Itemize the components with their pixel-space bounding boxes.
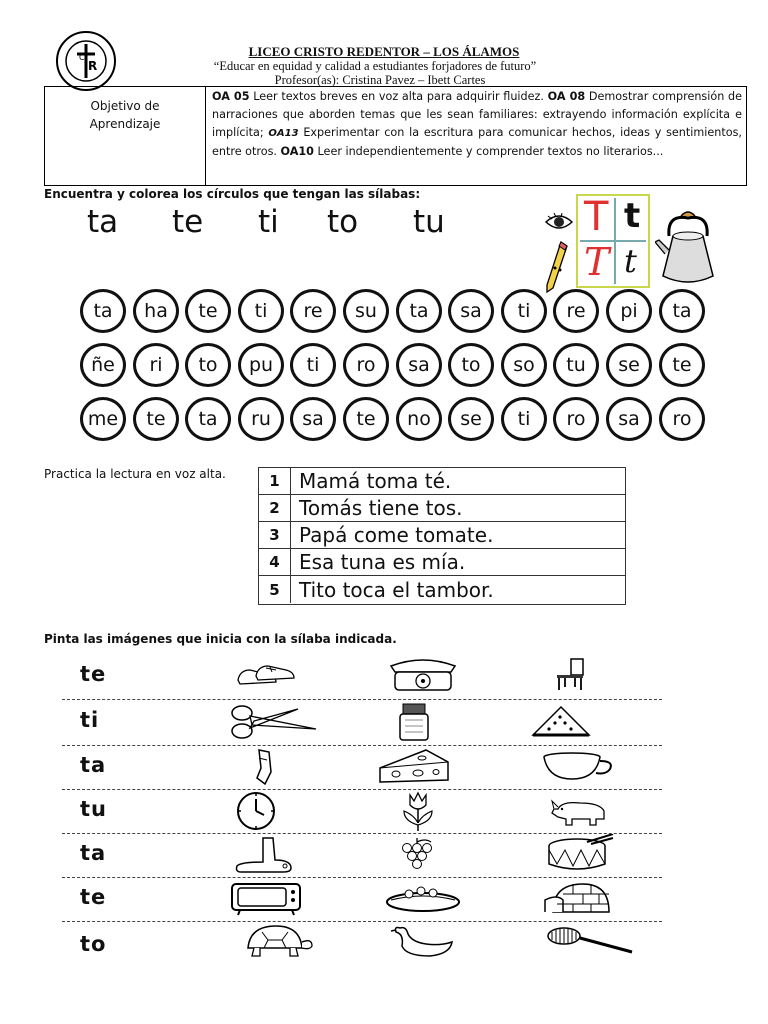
shoes-icon bbox=[236, 662, 296, 688]
reading-sentence: Esa tuna es mía. bbox=[299, 550, 466, 574]
target-syllable-ta: ta bbox=[87, 204, 119, 240]
syllable-circle[interactable]: se bbox=[448, 397, 494, 441]
card-upper-t: T bbox=[584, 194, 609, 240]
syllable-circle[interactable]: ta bbox=[396, 289, 442, 333]
syllable-circle[interactable]: sa bbox=[396, 343, 442, 387]
reading-row bbox=[259, 549, 625, 576]
card-lower-t: t bbox=[624, 196, 641, 236]
reading-sentence: Papá come tomate. bbox=[299, 523, 494, 547]
section1-instruction: Encuentra y colorea los círculos que tengan las sílabas: bbox=[44, 187, 421, 201]
row-syllable: te bbox=[80, 662, 107, 686]
syllable-circle[interactable]: su bbox=[343, 289, 389, 333]
objective-label bbox=[45, 97, 205, 133]
syllable-circle[interactable]: ru bbox=[238, 397, 284, 441]
reading-number: 1 bbox=[259, 468, 291, 494]
reading-number: 4 bbox=[259, 549, 291, 575]
clock-icon bbox=[236, 791, 276, 831]
teachers-line: Profesor(as): Cristina Pavez – Ibett Cartes bbox=[274, 73, 486, 87]
row-syllable: to bbox=[80, 932, 107, 956]
row-syllable: ta bbox=[80, 753, 107, 777]
syllable-circle[interactable]: to bbox=[185, 343, 231, 387]
syllable-circle[interactable]: ta bbox=[80, 289, 126, 333]
television-icon bbox=[230, 880, 302, 916]
syllable-circle[interactable]: ro bbox=[343, 343, 389, 387]
syllable-circle[interactable]: re bbox=[553, 289, 599, 333]
watermelon-icon bbox=[531, 705, 591, 737]
shoe-heel-icon bbox=[251, 748, 275, 786]
target-syllable-tu: tu bbox=[413, 204, 445, 240]
svg-text:C: C bbox=[79, 53, 85, 62]
igloo-icon bbox=[543, 880, 613, 914]
syllable-circle[interactable]: ti bbox=[501, 289, 547, 333]
brush-icon bbox=[546, 924, 634, 956]
salt-shaker-icon bbox=[397, 702, 431, 742]
syllable-circle[interactable]: ta bbox=[185, 397, 231, 441]
cup-icon bbox=[540, 751, 616, 783]
syllable-circle[interactable]: sa bbox=[606, 397, 652, 441]
row-separator bbox=[62, 921, 662, 922]
syllable-circle[interactable]: se bbox=[606, 343, 652, 387]
target-syllable-to: to bbox=[327, 204, 359, 240]
eye-icon bbox=[544, 210, 574, 234]
school-motto: “Educar en equidad y calidad a estudiantes forjadores de futuro” bbox=[213, 59, 537, 73]
kettle-icon bbox=[655, 206, 721, 288]
syllable-circle[interactable]: ri bbox=[133, 343, 179, 387]
row-separator bbox=[62, 699, 662, 700]
syllable-circle[interactable]: ro bbox=[659, 397, 705, 441]
objective-text bbox=[212, 88, 742, 161]
oa08-text: Demostrar comprensión de narraciones que aborden temas que les sean familiares: extrayendo información explícita e implícita; bbox=[212, 90, 742, 139]
foot-icon bbox=[233, 836, 293, 874]
syllable-circle[interactable]: sa bbox=[448, 289, 494, 333]
reading-sentence: Mamá toma té. bbox=[299, 469, 452, 493]
reading-table bbox=[258, 467, 626, 605]
syllable-circle[interactable]: tu bbox=[553, 343, 599, 387]
row-separator bbox=[62, 745, 662, 746]
telephone-icon bbox=[385, 656, 461, 692]
rhino-icon bbox=[550, 797, 610, 827]
oa13-text: Experimentar con la escritura para comunicar hechos, ideas y sentimientos, entre otros. bbox=[212, 126, 742, 158]
reading-row bbox=[259, 495, 625, 522]
card-cursive-lower-t: t bbox=[624, 242, 637, 280]
syllable-circle[interactable]: ti bbox=[290, 343, 336, 387]
reading-sentence: Tito toca el tambor. bbox=[299, 577, 494, 602]
row-syllable: ti bbox=[80, 708, 100, 732]
tulip-icon bbox=[400, 791, 436, 833]
row-syllable: te bbox=[80, 885, 107, 909]
syllable-circle[interactable]: te bbox=[185, 289, 231, 333]
pencil-icon bbox=[543, 240, 571, 296]
syllable-circle[interactable]: so bbox=[501, 343, 547, 387]
syllable-circle[interactable]: pi bbox=[606, 289, 652, 333]
section2-instruction: Practica la lectura en voz alta. bbox=[44, 467, 226, 481]
oa05-code: OA 05 bbox=[212, 90, 250, 103]
syllable-circle[interactable]: ta bbox=[659, 289, 705, 333]
syllable-circle[interactable]: ro bbox=[553, 397, 599, 441]
objective-label-line1: Objetivo de bbox=[90, 99, 160, 113]
swan-icon bbox=[390, 924, 456, 960]
syllable-circle[interactable]: me bbox=[80, 397, 126, 441]
card-cursive-upper-t: T bbox=[584, 240, 610, 284]
oa10-text: Leer independientemente y comprender textos no literarios... bbox=[313, 145, 664, 158]
row-separator bbox=[62, 877, 662, 878]
table-divider bbox=[205, 87, 206, 185]
objective-table bbox=[44, 86, 747, 186]
drum-icon bbox=[543, 834, 615, 874]
syllable-circle[interactable]: te bbox=[659, 343, 705, 387]
syllable-circle[interactable]: re bbox=[290, 289, 336, 333]
nest-icon bbox=[385, 882, 461, 912]
cheese-icon bbox=[378, 748, 450, 784]
reading-row bbox=[259, 576, 625, 603]
syllable-circle[interactable]: ha bbox=[133, 289, 179, 333]
reading-row bbox=[259, 522, 625, 549]
letter-card bbox=[576, 194, 650, 288]
syllable-circle[interactable]: te bbox=[343, 397, 389, 441]
oa08-code: OA 08 bbox=[547, 90, 586, 103]
turtle-icon bbox=[238, 924, 314, 958]
oa05-text: Leer textos breves en voz alta para adquirir fluidez. bbox=[249, 90, 548, 103]
scissors-icon bbox=[228, 703, 318, 741]
reading-sentence: Tomás tiene tos. bbox=[299, 496, 463, 520]
syllable-circle[interactable]: ti bbox=[501, 397, 547, 441]
reading-number: 2 bbox=[259, 495, 291, 521]
row-syllable: ta bbox=[80, 841, 107, 865]
reading-number: 3 bbox=[259, 522, 291, 548]
target-syllable-ti: ti bbox=[258, 204, 279, 240]
syllable-circle[interactable]: sa bbox=[290, 397, 336, 441]
row-separator bbox=[62, 789, 662, 790]
reading-number: 5 bbox=[259, 576, 291, 603]
oa10-code: OA10 bbox=[280, 145, 314, 158]
row-syllable: tu bbox=[80, 797, 107, 821]
section3-instruction: Pinta las imágenes que inicia con la sílaba indicada. bbox=[44, 632, 397, 646]
syllable-circle[interactable]: te bbox=[133, 397, 179, 441]
syllable-circle[interactable]: to bbox=[448, 343, 494, 387]
syllable-circle[interactable]: pu bbox=[238, 343, 284, 387]
syllable-circle[interactable]: ñe bbox=[80, 343, 126, 387]
syllable-circle[interactable]: no bbox=[396, 397, 442, 441]
grapes-icon bbox=[397, 836, 437, 872]
chair-icon bbox=[553, 657, 587, 691]
syllable-circle[interactable]: ti bbox=[238, 289, 284, 333]
school-name: LICEO CRISTO REDENTOR – LOS ÁLAMOS bbox=[248, 44, 520, 59]
oa13-code: OA13 bbox=[268, 128, 299, 139]
reading-row bbox=[259, 468, 625, 495]
objective-label-line2: Aprendizaje bbox=[89, 117, 161, 131]
target-syllable-te: te bbox=[172, 204, 204, 240]
svg-text:R: R bbox=[88, 59, 98, 73]
